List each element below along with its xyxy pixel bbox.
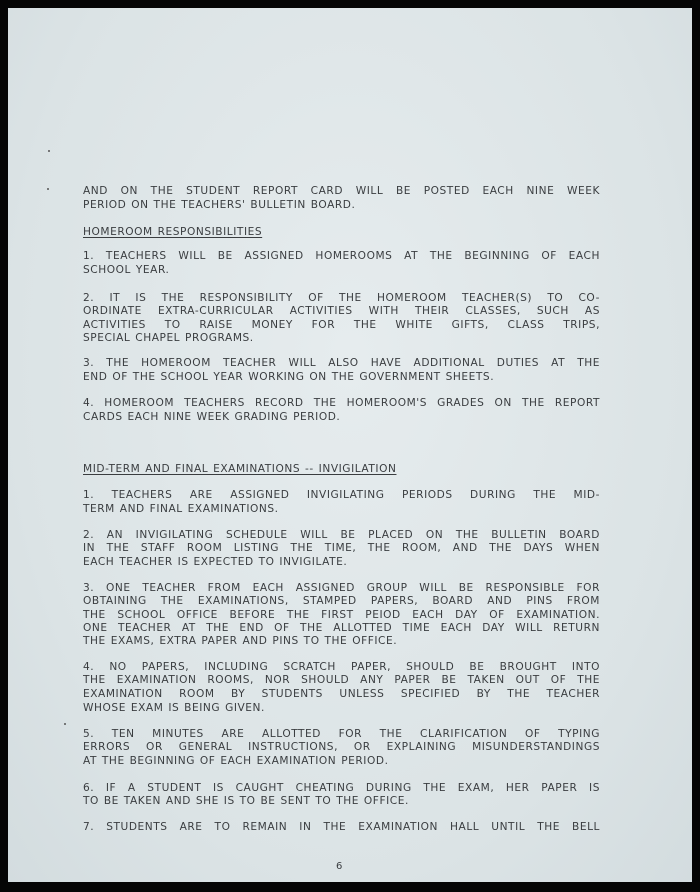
paragraph-line: ONE TEACHER AT THE END OF THE ALLOTTED TIME EACH DAY WILL RETURN: [83, 622, 600, 634]
paragraph-line: 3. ONE TEACHER FROM EACH ASSIGNED GROUP WILL BE RESPONSIBLE FOR: [83, 582, 600, 594]
paragraph-line: ORDINATE EXTRA-CURRICULAR ACTIVITIES WITH THEIR CLASSES, SUCH AS: [83, 305, 600, 317]
paragraph-line: PERIOD ON THE TEACHERS' BULLETIN BOARD.: [83, 199, 356, 211]
paragraph-line: ERRORS OR GENERAL INSTRUCTIONS, OR EXPLAINING MISUNDERSTANDINGS: [83, 741, 600, 753]
paragraph-line: IN THE STAFF ROOM LISTING THE TIME, THE ROOM, AND THE DAYS WHEN: [83, 542, 600, 554]
paragraph-line: EACH TEACHER IS EXPECTED TO INVIGILATE.: [83, 556, 348, 568]
paragraph-line: 4. NO PAPERS, INCLUDING SCRATCH PAPER, SHOULD BE BROUGHT INTO: [83, 661, 600, 673]
paragraph-line: 2. IT IS THE RESPONSIBILITY OF THE HOMEROOM TEACHER(S) TO CO-: [83, 292, 600, 304]
paragraph-line: TO BE TAKEN AND SHE IS TO BE SENT TO THE OFFICE.: [83, 795, 409, 807]
paragraph-line: THE SCHOOL OFFICE BEFORE THE FIRST PEIOD EACH DAY OF EXAMINATION.: [83, 609, 600, 621]
paragraph-line: END OF THE SCHOOL YEAR WORKING ON THE GOVERNMENT SHEETS.: [83, 371, 495, 383]
page-number: 6: [336, 861, 343, 872]
paragraph-line: EXAMINATION ROOM BY STUDENTS UNLESS SPECIFIED BY THE TEACHER: [83, 688, 600, 700]
paragraph-line: ACTIVITIES TO RAISE MONEY FOR THE WHITE GIFTS, CLASS TRIPS,: [83, 319, 600, 331]
paragraph-line: 1. TEACHERS ARE ASSIGNED INVIGILATING PERIODS DURING THE MID-: [83, 489, 600, 501]
paragraph-line: 6. IF A STUDENT IS CAUGHT CHEATING DURING THE EXAM, HER PAPER IS: [83, 782, 600, 794]
paragraph-line: SPECIAL CHAPEL PROGRAMS.: [83, 332, 254, 344]
paragraph-line: SCHOOL YEAR.: [83, 264, 170, 276]
paragraph-line: 2. AN INVIGILATING SCHEDULE WILL BE PLACED ON THE BULLETIN BOARD: [83, 529, 600, 541]
paragraph-line: 5. TEN MINUTES ARE ALLOTTED FOR THE CLARIFICATION OF TYPING: [83, 728, 600, 740]
paragraph-line: THE EXAMINATION ROOMS, NOR SHOULD ANY PAPER BE TAKEN OUT OF THE: [83, 674, 600, 686]
section-heading: MID-TERM AND FINAL EXAMINATIONS -- INVIGILATION: [83, 463, 397, 475]
scan-speck: [47, 188, 49, 190]
paragraph-line: 4. HOMEROOM TEACHERS RECORD THE HOMEROOM'S GRADES ON THE REPORT: [83, 397, 600, 409]
scan-speck: [64, 723, 66, 725]
paragraph-line: AT THE BEGINNING OF EACH EXAMINATION PERIOD.: [83, 755, 389, 767]
paragraph-line: TERM AND FINAL EXAMINATIONS.: [83, 503, 279, 515]
scan-speck: [48, 150, 50, 152]
paragraph-line: THE EXAMS, EXTRA PAPER AND PINS TO THE OFFICE.: [83, 635, 398, 647]
paragraph-line: 3. THE HOMEROOM TEACHER WILL ALSO HAVE ADDITIONAL DUTIES AT THE: [83, 357, 600, 369]
section-heading: HOMEROOM RESPONSIBILITIES: [83, 226, 263, 238]
paragraph-line: 1. TEACHERS WILL BE ASSIGNED HOMEROOMS AT THE BEGINNING OF EACH: [83, 250, 600, 262]
paragraph-line: WHOSE EXAM IS BEING GIVEN.: [83, 702, 265, 714]
paragraph-line: 7. STUDENTS ARE TO REMAIN IN THE EXAMINATION HALL UNTIL THE BELL: [83, 821, 600, 833]
paragraph-line: CARDS EACH NINE WEEK GRADING PERIOD.: [83, 411, 341, 423]
paragraph-line: OBTAINING THE EXAMINATIONS, STAMPED PAPERS, BOARD AND PINS FROM: [83, 595, 600, 607]
paragraph-line: AND ON THE STUDENT REPORT CARD WILL BE POSTED EACH NINE WEEK: [83, 185, 600, 197]
